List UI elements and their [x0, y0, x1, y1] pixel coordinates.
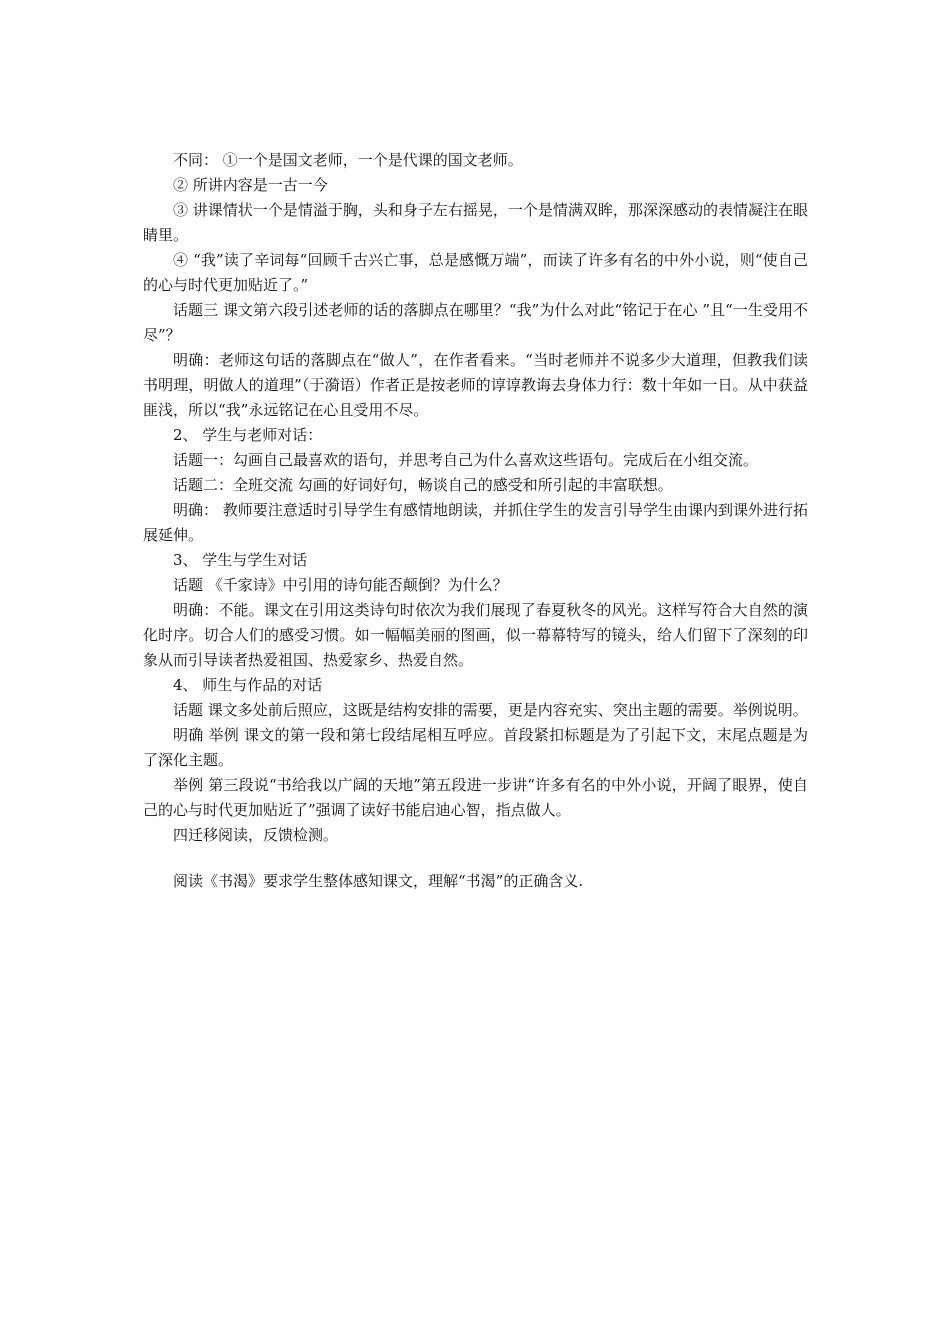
paragraph-topic-echo: 话题 课文多处前后照应，这既是结构安排的需要，更是内容充实、突出主题的需要。举例说明。 — [173, 701, 808, 719]
section-heading-transfer-reading: 四迁移阅读，反馈检测。 — [173, 826, 339, 844]
section-heading-4: 4、 师生与作品的对话 — [173, 676, 323, 694]
paragraph-differences: 不同： ①一个是国文老师，一个是代课的国文老师。 — [173, 151, 523, 169]
blank-line — [143, 848, 808, 869]
paragraph-point-3: ③ 讲课情状一个是情溢于胸，头和身子左右摇晃，一个是情满双眸，那深深感动的表情凝注在眼睛里。 — [143, 201, 808, 244]
paragraph-answer-poems: 明确：不能。课文在引用这类诗句时依次为我们展现了春夏秋冬的风光。这样写符合大自然的演化时序。切合人们的感受习惯。如一幅幅美丽的图画，似一幕幕特写的镜头，给人们留下了深刻的印象从而引导读者热爱祖国、热爱家乡、热爱自然。 — [143, 601, 808, 669]
section-heading-2: 2、 学生与老师对话： — [173, 426, 323, 444]
paragraph-point-4: ④ “我”读了辛词每“回顾千古兴亡事，总是感慨万端”，而读了许多有名的中外小说，则“使自己的心与时代更加贴近了。” — [143, 251, 808, 294]
paragraph-example: 举例 第三段说“书给我以广阔的天地”第五段进一步讲“许多有名的中外小说，开阔了眼界，使自己的心与时代更加贴近了”强调了读好书能启迪心智，指点做人。 — [143, 776, 808, 819]
paragraph-answer-echo: 明确 举例 课文的第一段和第七段结尾相互呼应。首段紧扣标题是为了引起下文，末尾点题是为了深化主题。 — [143, 726, 808, 769]
paragraph-point-2: ② 所讲内容是一古一今 — [173, 176, 328, 194]
paragraph-topic-3: 话题三 课文第六段引述老师的话的落脚点在哪里？“我”为什么对此“铭记于在心 ”且“一生受用不尽”？ — [143, 301, 808, 344]
paragraph-topic-2: 话题二：全班交流 勾画的好词好句，畅谈自己的感受和所引起的丰富联想。 — [173, 476, 673, 494]
paragraph-answer-section-2: 明确： 教师要注意适时引导学生有感情地朗读，并抓住学生的发言引导学生由课内到课外进行拓展延伸。 — [143, 501, 808, 544]
paragraph-topic-1: 话题一：勾画自己最喜欢的语句，并思考自己为什么喜欢这些语句。完成后在小组交流。 — [173, 451, 759, 469]
paragraph-answer-topic-3: 明确：老师这句话的落脚点在“做人”，在作者看来。“当时老师并不说多少大道理，但教我们读书明理，明做人的道理”（于漪语）作者正是按老师的谆谆教诲去身体力行：数十年如一日。从中获益匪浅，所以“我”永远铭记在心且受用不尽。 — [143, 351, 808, 419]
document-body — [143, 148, 808, 894]
paragraph-topic-poems: 话题 《千家诗》中引用的诗句能否颠倒？为什么？ — [173, 576, 508, 594]
section-heading-3: 3、 学生与学生对话 — [173, 551, 308, 569]
paragraph-reading-task: 阅读《书渴》要求学生整体感知课文，理解“书渴”的正确含义. — [173, 872, 584, 890]
